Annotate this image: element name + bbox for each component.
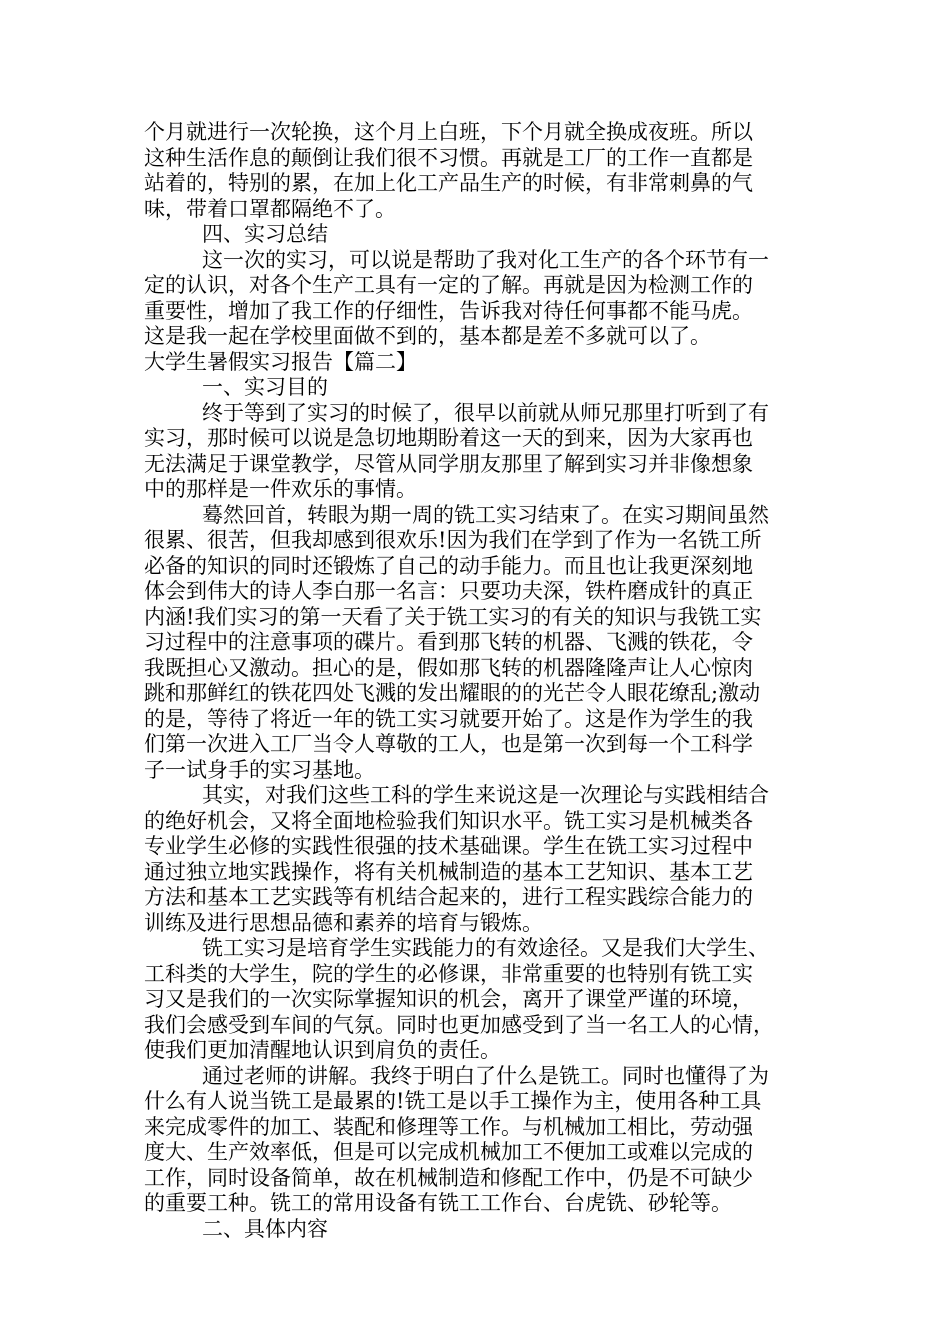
text-line: 其实，对我们这些工科的学生来说这是一次理论与实践相结合 [202, 783, 769, 807]
text-line: 习过程中的注意事项的碟片。看到那飞转的机器、飞溅的铁花，令 [144, 630, 753, 654]
text-line: 内涵!我们实习的第一天看了关于铣工实习的有关的知识与我铣工实 [144, 604, 762, 629]
text-line: 重要性，增加了我工作的仔细性，告诉我对待任何事都不能马虎。 [144, 298, 753, 323]
text-line: 使我们更加清醒地认识到肩负的责任。 [144, 1038, 501, 1062]
text-line: 很累、很苦，但我却感到很欢乐!因为我们在学到了作为一名铣工所 [144, 528, 762, 552]
text-line: 习又是我们的一次实际掌握知识的机会，离开了课堂严谨的环境， [144, 987, 753, 1011]
text-line: 方法和基本工艺实践等有机结合起来的，进行工程实践综合能力的 [144, 885, 753, 909]
text-line: 什么有人说当铣工是最累的!铣工是以手工操作为主，使用各种工具 [144, 1089, 762, 1113]
text-line: 这是我一起在学校里面做不到的，基本都是差不多就可以了。 [144, 324, 711, 348]
text-line: 的是，等待了将近一年的铣工实习就要开始了。这是作为学生的我 [144, 706, 753, 731]
text-line: 一、实习目的 [202, 375, 328, 399]
text-line: 这一次的实习，可以说是帮助了我对化工生产的各个环节有一 [202, 247, 769, 272]
text-line: 无法满足于课堂教学，尽管从同学朋友那里了解到实习并非像想象 [144, 451, 753, 476]
text-line: 实习，那时候可以说是急切地期盼着这一天的到来，因为大家再也 [144, 426, 753, 450]
text-line: 工科类的大学生，院的学生的必修课，非常重要的也特别有铣工实 [144, 961, 753, 986]
text-line: 站着的，特别的累，在加上化工产品生产的时候，有非常刺鼻的气 [144, 171, 753, 195]
text-line: 我们会感受到车间的气氛。同时也更加感受到了当一名工人的心情， [144, 1012, 774, 1037]
text-line: 这种生活作息的颠倒让我们很不习惯。再就是工厂的工作一直都是 [144, 145, 753, 170]
text-line: 大学生暑假实习报告【篇二】 [144, 349, 417, 374]
document-body [144, 120, 816, 1242]
text-line: 铣工实习是培育学生实践能力的有效途径。又是我们大学生、 [202, 936, 769, 960]
text-line: 四、实习总结 [202, 222, 328, 246]
text-line: 体会到伟大的诗人李白那一名言：只要功夫深，铁杵磨成针的真正 [144, 579, 753, 603]
text-line: 的绝好机会，又将全面地检验我们知识水平。铣工实习是机械类各 [144, 808, 753, 833]
text-line: 工作，同时设备简单，故在机械制造和修配工作中，仍是不可缺少 [144, 1165, 753, 1190]
text-line: 度大、生产效率低，但是可以完成机械加工不便加工或难以完成的 [144, 1140, 753, 1164]
text-line: 个月就进行一次轮换，这个月上白班，下个月就全换成夜班。所以 [144, 120, 753, 144]
text-line: 来完成零件的加工、装配和修理等工作。与机械加工相比，劳动强 [144, 1114, 753, 1139]
text-line: 通过独立地实践操作，将有关机械制造的基本工艺知识、基本工艺 [144, 859, 753, 884]
text-line: 定的认识，对各个生产工具有一定的了解。再就是因为检测工作的 [144, 273, 753, 297]
text-line: 们第一次进入工厂当令人尊敬的工人，也是第一次到每一个工科学 [144, 732, 753, 756]
text-line: 必备的知识的同时还锻炼了自己的动手能力。而且也让我更深刻地 [144, 553, 753, 578]
text-line: 终于等到了实习的时候了，很早以前就从师兄那里打听到了有 [202, 400, 769, 425]
text-line: 专业学生必修的实践性很强的技术基础课。学生在铣工实习过程中 [144, 834, 753, 858]
text-line: 蓦然回首，转眼为期一周的铣工实习结束了。在实习期间虽然 [202, 502, 769, 527]
text-line: 子一试身手的实习基地。 [144, 757, 375, 782]
text-line: 中的那样是一件欢乐的事情。 [144, 477, 417, 501]
text-line: 训练及进行思想品德和素养的培育与锻炼。 [144, 910, 543, 935]
text-line: 二、具体内容 [202, 1216, 328, 1241]
text-line: 跳和那鲜红的铁花四处飞溅的发出耀眼的的光芒令人眼花缭乱;激动 [144, 681, 761, 705]
text-line: 味，带着口罩都隔绝不了。 [144, 196, 396, 221]
text-line: 通过老师的讲解。我终于明白了什么是铣工。同时也懂得了为 [202, 1063, 769, 1088]
text-line: 的重要工种。铣工的常用设备有铣工工作台、台虎铣、砂轮等。 [144, 1191, 732, 1215]
text-line: 我既担心又激动。担心的是，假如那飞转的机器隆隆声让人心惊肉 [144, 655, 753, 680]
